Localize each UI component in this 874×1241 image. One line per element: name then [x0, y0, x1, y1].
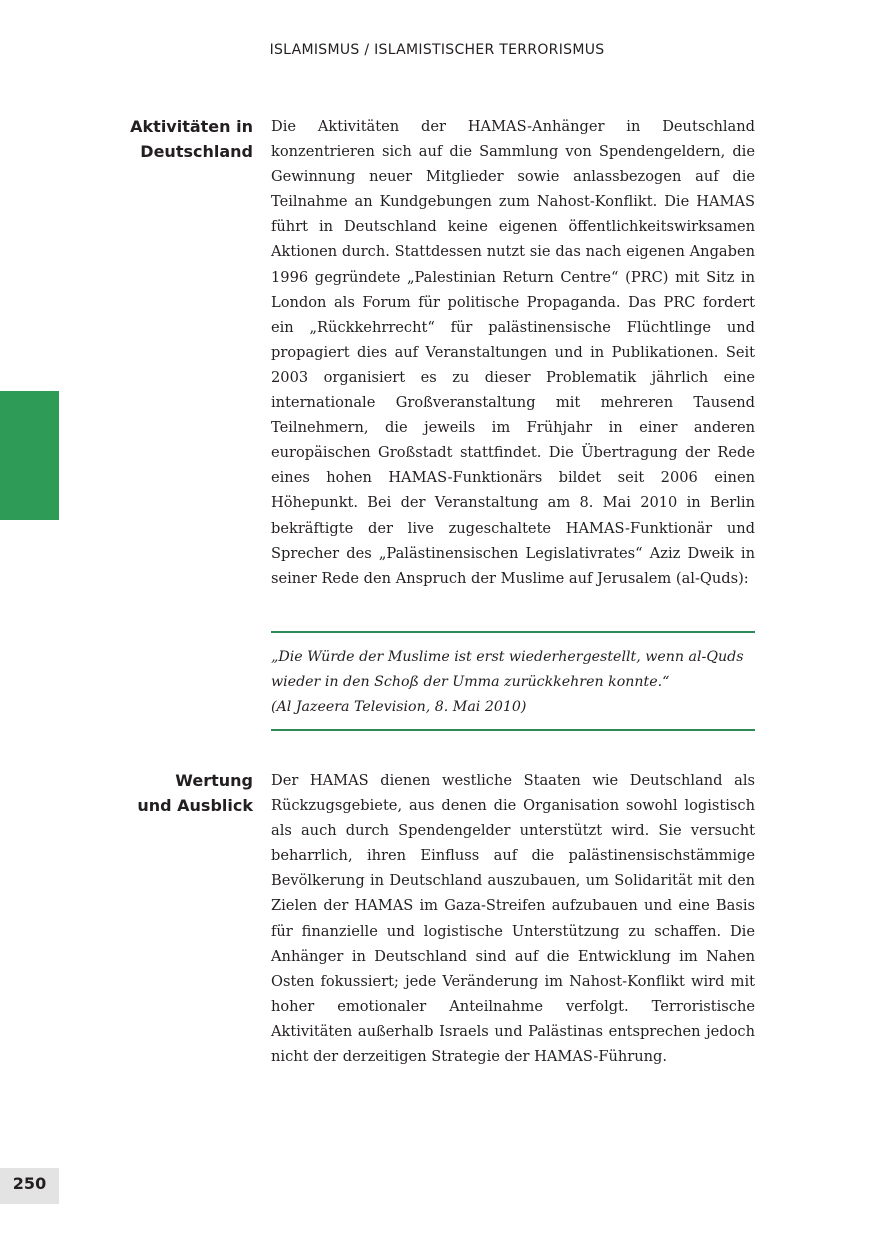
quote-block: [271, 631, 755, 731]
section-heading-line: Wertung: [175, 771, 253, 790]
running-header-title: ISLAMISMUS / ISLAMISTISCHER TERRORISMUS: [269, 42, 605, 58]
page-number: 250: [12, 1174, 47, 1193]
section-heading-line: Aktivitäten in: [130, 117, 253, 136]
quote-text: „Die Würde der Muslime ist erst wiederhergestellt, wenn al-Quds wieder in den Schoß der Umma zurückkehren konnte.“: [271, 649, 744, 690]
section-body-wertung: Der HAMAS dienen westliche Staaten wie Deutschland als Rückzugsgebiete, aus denen die Organisation sowohl logistisch als auch durch Spendengelder unterstützt wird. Sie versucht beharrlich, ihren Einfluss auf die palästinensischstämmige Bevölkerung in Deutschland auszubauen, um Solidarität mit den Zielen der HAMAS im Gaza-Streifen aufzubauen und eine Basis für finanzielle und logistische Unterstützung zu schaffen. Die Anhänger in Deutschland sind auf die Entwicklung im Nahen Osten fokussiert; jede Veränderung im Nahost-Konflikt wird mit hoher emotionaler Anteilnahme verfolgt. Terroristische Aktivitäten außerhalb Israels und Palästinas entsprechen jedoch nicht der derzeitigen Strategie der HAMAS-Führung.: [271, 772, 755, 1066]
chapter-color-tab: [0, 391, 59, 520]
section-heading-line: Deutschland: [140, 142, 253, 161]
section-heading-line: und Ausblick: [137, 796, 253, 815]
section-heading-wertung: [100, 768, 253, 818]
section-body-aktivitaeten: Die Aktivitäten der HAMAS-Anhänger in Deutschland konzentrieren sich auf die Sammlung von Spendengeldern, die Gewinnung neuer Mitglieder sowie anlassbezogen auf die Teilnahme an Kundgebungen zum Nahost-Konflikt. Die HAMAS führt in Deutschland keine eigenen öffentlichkeitswirksamen Aktionen durch. Stattdessen nutzt sie das nach eigenen Angaben 1996 gegründete „Palestinian Return Centre“ (PRC) mit Sitz in London als Forum für politische Propaganda. Das PRC fordert ein „Rückkehrrecht“ für palästinensische Flüchtlinge und propagiert dies auf Veranstaltungen und in Publikationen. Seit 2003 organisiert es zu dieser Problematik jährlich eine internationale Großveranstaltung mit mehreren Tausend Teilnehmern, die jeweils im Frühjahr in einer anderen europäischen Großstadt stattfindet. Die Übertragung der Rede eines hohen HAMAS-Funktionärs bildet seit 2006 einen Höhepunkt. Bei der Veranstaltung am 8. Mai 2010 in Berlin bekräftigte der live zugeschaltete HAMAS-Funktionär und Sprecher des „Palästinensischen Legislativrates“ Aziz Dweik in seiner Rede den Anspruch der Muslime auf Jerusalem (al-Quds):: [271, 118, 755, 587]
section-heading-aktivitaeten: [100, 114, 253, 164]
quote-source: (Al Jazeera Television, 8. Mai 2010): [271, 699, 527, 715]
